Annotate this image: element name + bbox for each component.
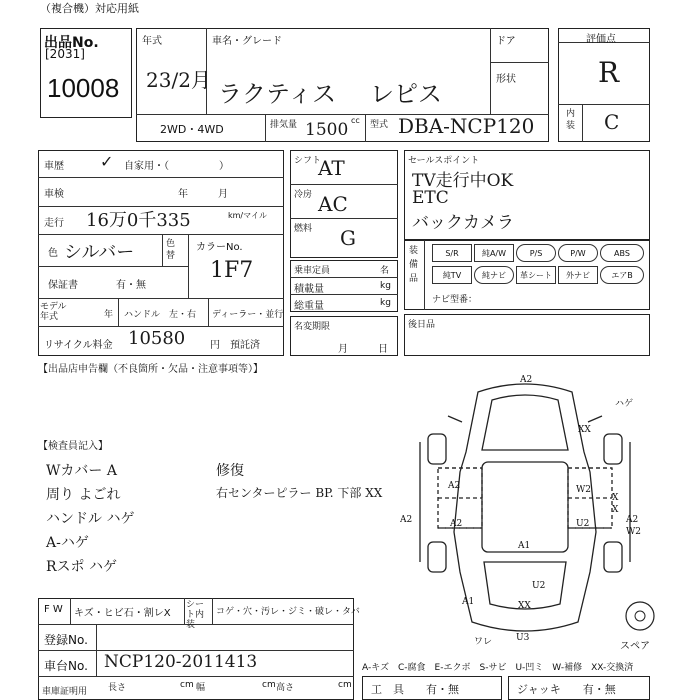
score-label: 評価点 xyxy=(586,34,616,45)
mileage-value: 16万0千335 xyxy=(86,210,191,231)
lot-number: 10008 xyxy=(47,73,120,103)
tools-box xyxy=(362,676,502,700)
equip-tv: 純TV xyxy=(432,266,472,284)
model-year-unit: 年 xyxy=(104,310,114,320)
equip-airbag: エアB xyxy=(600,266,644,284)
inspector-line-3: ハンドル ハゲ xyxy=(46,511,135,527)
inspection-units: 年 月 xyxy=(178,189,228,200)
history-mark: ✓ xyxy=(100,152,114,171)
total-label: 総重量 xyxy=(294,301,324,312)
after-label: 後日品 xyxy=(408,320,436,330)
diagram-mark-7: X xyxy=(612,493,619,503)
car-diagram xyxy=(400,372,700,650)
diagram-mark-3: A2 xyxy=(448,481,461,491)
color-no-value: 1F7 xyxy=(210,258,254,283)
cert-label: 車庫証明用 xyxy=(42,687,88,697)
fw-label: F W xyxy=(44,604,63,615)
jack-label: ジャッキ 有・無 xyxy=(517,683,616,696)
spare-icon xyxy=(626,602,654,630)
year-value: 23/2月 xyxy=(146,68,211,92)
diagram-mark-2: XX xyxy=(578,425,591,435)
cc-unit: cc xyxy=(351,116,360,125)
equip-ps: P/S xyxy=(516,244,556,262)
inspection-label: 車検 xyxy=(44,189,64,200)
model-year-label: モデル年式 xyxy=(40,302,67,322)
after-box xyxy=(404,314,650,356)
diagram-mark-1: A2 xyxy=(520,375,533,385)
load-label: 積載量 xyxy=(294,284,324,295)
diagram-mark-11: A1 xyxy=(518,541,531,551)
color-no-label: カラーNo. xyxy=(196,242,243,253)
door-label: ドア xyxy=(496,36,516,47)
deadline-label: 名変期限 xyxy=(294,322,331,332)
lot-box xyxy=(40,28,132,118)
diagram-mark-5: A2 xyxy=(450,519,463,529)
shift-value: AT xyxy=(318,156,345,180)
chassis-value: NCP120-2011413 xyxy=(104,652,258,672)
spare-label: スペア xyxy=(620,641,650,652)
total-unit: kg xyxy=(380,298,391,308)
recycle-unit: 円 預託済 xyxy=(210,340,260,351)
diagram-mark-4: A2 xyxy=(400,515,413,525)
length-cm: cm xyxy=(180,680,194,690)
inspector-right-1: 修復 xyxy=(216,463,244,479)
shape-label: 形状 xyxy=(496,74,516,85)
lot-sub: [2031] xyxy=(45,47,85,61)
lot-label: 出品No. xyxy=(44,35,99,51)
form-header: （複合機）対応用紙 xyxy=(40,2,139,15)
model-value: DBA-NCP120 xyxy=(398,114,535,138)
load-unit: kg xyxy=(380,281,391,291)
diagram-mark-8: X xyxy=(612,505,619,515)
score-value: R xyxy=(598,56,620,89)
mileage-label: 走行 xyxy=(44,218,64,229)
diagram-mark-6: W2 xyxy=(576,485,591,495)
handle-label: ハンドル 左・右 xyxy=(124,310,197,320)
color-value: シルバー xyxy=(64,242,135,263)
diagram-mark-16: U3 xyxy=(516,633,530,643)
interior-label: 内装 xyxy=(566,109,576,131)
diagram-mark-14: XX xyxy=(518,601,531,611)
width-cm: cm xyxy=(262,680,276,690)
inspector-line-2: 周り よごれ xyxy=(46,487,121,503)
ac-label: 冷房 xyxy=(294,190,313,200)
mileage-unit: km/マイル xyxy=(228,211,267,220)
interior-value: C xyxy=(604,110,620,134)
width-label: 幅 xyxy=(196,683,206,693)
displacement-value: 1500 xyxy=(305,120,349,140)
drive-label: 2WD・4WD xyxy=(160,123,224,136)
recycle-value: 10580 xyxy=(128,328,186,349)
reg-label: 登録No. xyxy=(44,633,88,647)
equip-abs: ABS xyxy=(600,244,644,262)
equip-leather: 革シート xyxy=(516,266,556,284)
diagram-mark-12: W2 xyxy=(626,527,641,537)
inspector-line-1: Wカバー A xyxy=(46,463,117,479)
declaration-label: 【出品店申告欄（不良箇所・欠品・注意事項等）】 xyxy=(38,364,263,375)
seat-label: シート内装 xyxy=(186,600,205,630)
inspector-right-2: 右センターピラー BP. 下部 XX xyxy=(216,486,383,500)
diagram-mark-10: U2 xyxy=(576,519,590,529)
fuel-value: G xyxy=(340,226,356,250)
equip-aw: 純A/W xyxy=(474,244,514,262)
diagram-mark-15: A1 xyxy=(462,597,475,607)
sales-line-2: ETC xyxy=(412,188,449,208)
capacity-label: 乗車定員 xyxy=(294,266,331,276)
displacement-label: 排気量 xyxy=(270,120,298,130)
color-label: 色 xyxy=(48,248,58,259)
sales-line-3: バックカメラ xyxy=(412,213,514,233)
history-label: 車歴 xyxy=(44,161,64,172)
navi-label: ナビ型番： xyxy=(432,295,478,305)
fw-items: キズ・ヒビ石・割レX xyxy=(74,608,171,619)
inspector-line-4: A-ハゲ xyxy=(46,535,89,551)
year-label: 年式 xyxy=(142,36,162,47)
height-cm: cm xyxy=(338,680,352,690)
equip-sr: S/R xyxy=(432,244,472,262)
color-change-label: 色替 xyxy=(166,239,176,261)
spare-hub-icon xyxy=(635,611,645,621)
shift-label: シフト xyxy=(294,156,322,166)
sales-line-1: TV走行中OK xyxy=(412,171,514,191)
diagram-mark-13: U2 xyxy=(532,581,546,591)
diagram-mark-9: A2 xyxy=(626,515,639,525)
diagram-mark-17: ワレ xyxy=(474,637,493,647)
inspector-line-5: Rスポ ハゲ xyxy=(46,559,117,575)
model-label: 型式 xyxy=(370,120,389,130)
history-options: 自家用・（ ） xyxy=(124,161,229,172)
ac-value: AC xyxy=(318,192,348,216)
sales-label: セールスポイント xyxy=(408,156,480,166)
height-label: 高さ xyxy=(276,683,295,693)
equipment-label: 装備品 xyxy=(409,246,419,284)
jack-box xyxy=(508,676,650,700)
length-label: 長さ xyxy=(108,683,127,693)
deadline-units: 月 日 xyxy=(338,344,388,355)
recycle-label: リサイクル料金 xyxy=(44,340,113,351)
inspector-label: 【検査員記入】 xyxy=(38,441,108,452)
name-value: ラクティス xyxy=(218,80,337,108)
equip-navi: 純ナビ xyxy=(474,266,514,284)
capacity-unit: 名 xyxy=(380,266,390,276)
name-label: 車名・グレード xyxy=(212,36,282,47)
diagram-mark-hage: ハゲ xyxy=(615,399,634,409)
grade-value: レピス xyxy=(370,80,442,108)
warranty-label: 保証書 xyxy=(48,280,78,291)
equip-pw: P/W xyxy=(558,244,598,262)
warranty-options: 有・無 xyxy=(116,280,146,291)
dealer-label: ディーラー・並行 xyxy=(212,310,284,320)
chassis-label: 車台No. xyxy=(44,659,88,673)
fuel-label: 燃料 xyxy=(294,224,313,234)
legend-text: A-キズ C-腐食 E-エクボ S-サビ U-凹ミ W-補修 XX-交換済 xyxy=(362,663,634,673)
tools-label: 工 具 有・無 xyxy=(371,683,459,696)
equip-ext-navi: 外ナビ xyxy=(558,266,598,284)
seat-value: コゲ・穴・汚レ・ジミ・破レ・タバ xyxy=(216,607,360,617)
